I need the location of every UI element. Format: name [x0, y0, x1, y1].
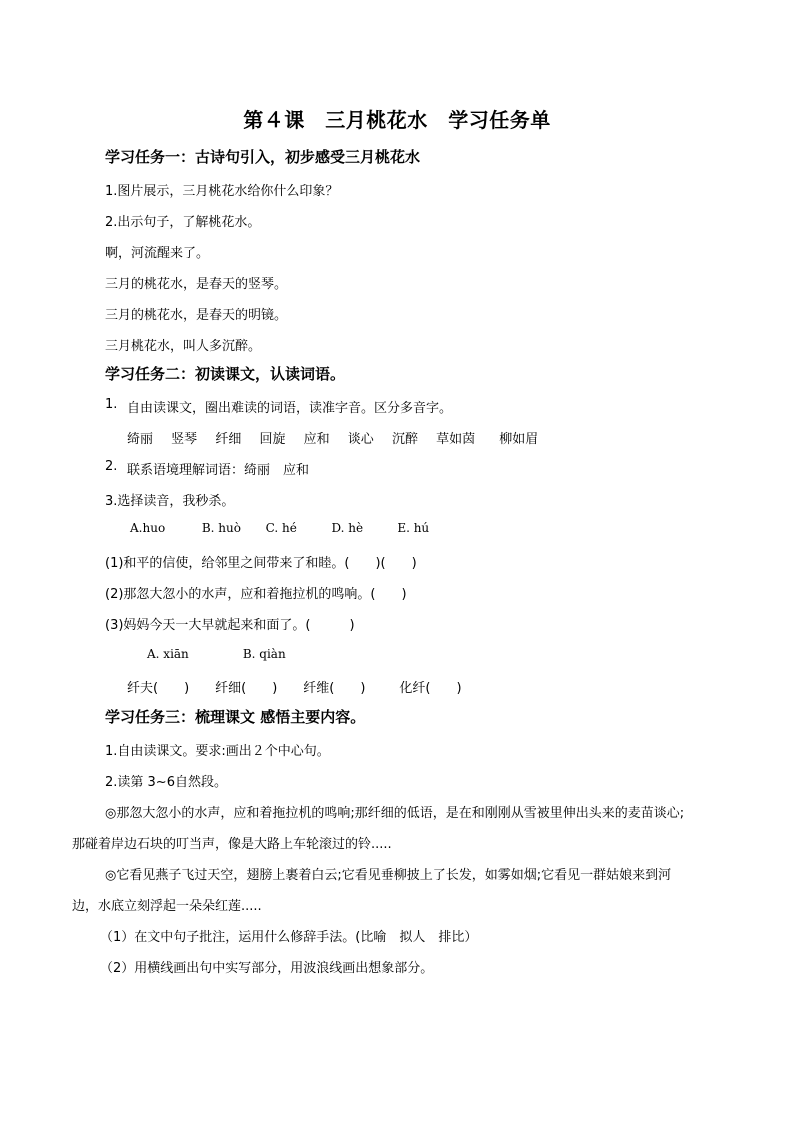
he-options — [130, 521, 429, 535]
option-a: A.huo — [130, 521, 166, 535]
task1-line-1: 1.图片展示，三月桃花水给你什么印象？ — [105, 184, 339, 199]
task2-item3-text: 3.选择读音，我秒杀。 — [105, 494, 235, 509]
qian-word-item: 纤维( ) — [303, 681, 366, 696]
task3-question-1: （1）在文中句子批注，运用什么修辞手法。(比喻 拟人 排比） — [100, 930, 478, 945]
task2-item1-text: 自由读课文，圈出难读的词语，读准字音。区分多音字。 — [127, 401, 453, 416]
task2-heading: 学习任务二：初读课文，认读词语。 — [105, 365, 346, 383]
passage-2-line-1: ◎它看见燕子飞过天空，翅膀上裹着白云;它看见垂柳披上了长发，如雾如烟;它看见一群姑娘来到河 — [105, 868, 672, 883]
option-b: B. huò — [201, 521, 241, 535]
task1-line-6: 三月桃花水，叫人多沉醉。 — [105, 339, 262, 354]
option-c: C. hé — [265, 521, 297, 535]
task3-heading: 学习任务三：梳理课文 感悟主要内容。 — [105, 708, 366, 726]
option-e: E. hú — [397, 521, 430, 535]
task1-line-2: 2.出示句子，了解桃花水。 — [105, 215, 261, 230]
word-item: 柳如眉 — [499, 432, 539, 447]
word-item: 回旋 — [259, 432, 286, 447]
task1-line-3: 啊，河流醒来了。 — [105, 246, 210, 261]
task3-question-2: （2）用横线画出句中实写部分，用波浪线画出想象部分。 — [100, 961, 434, 976]
question-1: (1)和平的信使，给邻里之间带来了和睦。( )( ) — [105, 556, 417, 571]
qian-word-item: 化纤( ) — [399, 681, 462, 696]
option-a: A. xiān — [147, 647, 189, 661]
question-2: (2)那忽大忽小的水声，应和着拖拉机的鸣响。( ) — [105, 587, 407, 602]
option-b: B. qiàn — [242, 647, 286, 661]
task3-line-2: 2.读第 3~6自然段。 — [105, 775, 227, 790]
word-item: 绮丽 — [127, 432, 154, 447]
qian-options — [147, 647, 286, 661]
word-item: 竖琴 — [171, 432, 198, 447]
passage-1-line-2: 那碰着岸边石块的叮当声，像是大路上车轮滚过的铃..... — [72, 837, 392, 852]
word-item: 谈心 — [347, 432, 374, 447]
word-item: 纤细 — [215, 432, 242, 447]
qian-words — [127, 677, 462, 696]
task3-line-1: 1.自由读课文。要求:画出２个中心句。 — [105, 744, 330, 759]
task2-item1-number: 1. — [105, 397, 118, 412]
option-d: D. hè — [331, 521, 364, 535]
word-list — [127, 428, 552, 447]
passage-1-line-1: ◎那忽大忽小的水声，应和着拖拉机的鸣响;那纤细的低语，是在和刚刚从雪被里伸出头来的麦苗谈心; — [105, 806, 685, 821]
question-3: (3)妈妈今天一大早就起来和面了。( ) — [105, 618, 355, 633]
word-item: 草如茵 — [436, 432, 476, 447]
task2-item2-text: 联系语境理解词语：绮丽 应和 — [127, 463, 310, 478]
qian-word-item: 纤夫( ) — [127, 681, 190, 696]
task2-item2-number: 2. — [105, 459, 118, 474]
word-item: 沉醉 — [391, 432, 418, 447]
passage-2-line-2: 边，水底立刻浮起一朵朵红莲..... — [72, 899, 262, 914]
qian-word-item: 纤细( ) — [215, 681, 278, 696]
task1-line-4: 三月的桃花水，是春天的竖琴。 — [105, 277, 288, 292]
word-item: 应和 — [303, 432, 330, 447]
task1-line-5: 三月的桃花水，是春天的明镜。 — [105, 308, 288, 323]
page-title: 第４课 三月桃花水 学习任务单 — [243, 108, 551, 132]
task1-heading: 学习任务一：古诗句引入，初步感受三月桃花水 — [105, 148, 421, 166]
